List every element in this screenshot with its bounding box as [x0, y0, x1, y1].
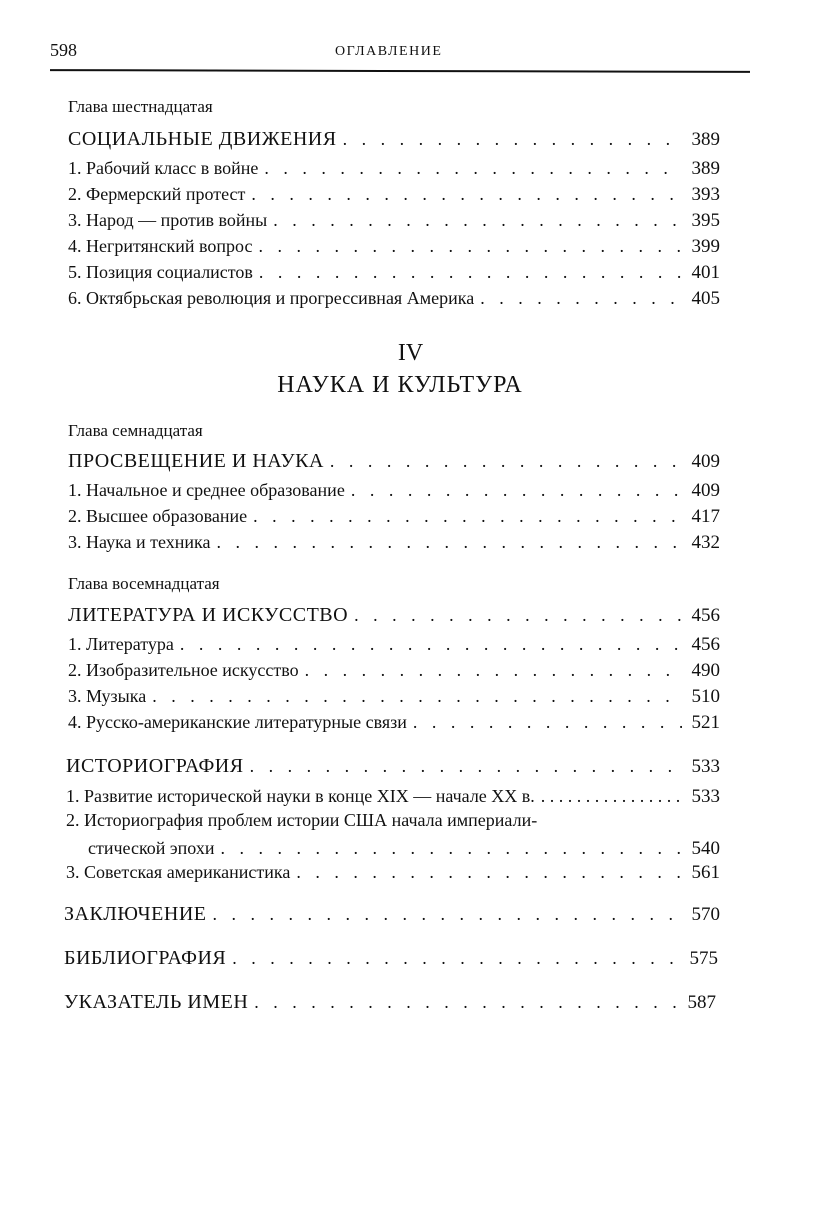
- toc-entry[interactable]: [68, 634, 720, 656]
- dot-leader: [296, 862, 682, 883]
- toc-entry[interactable]: [88, 838, 720, 860]
- toc-entry[interactable]: [68, 236, 720, 258]
- toc-entry[interactable]: [68, 712, 720, 734]
- page-ref: 540: [691, 838, 720, 859]
- entry-text: 1. Развитие исторической науки в конце XIX — начале XX в.: [66, 786, 535, 806]
- page-ref: 432: [691, 532, 720, 553]
- page-ref: 389: [691, 158, 720, 179]
- chapter-title: ЛИТЕРАТУРА И ИСКУССТВО: [68, 604, 349, 626]
- entry-text: 2. Изобразительное искусство: [68, 660, 299, 680]
- page-ref: 521: [691, 712, 720, 733]
- page-ref: 490: [691, 660, 720, 681]
- page-ref: 456: [691, 605, 720, 626]
- toc-entry[interactable]: [68, 686, 720, 708]
- toc-entry[interactable]: [68, 532, 720, 554]
- page-ref: 401: [691, 262, 720, 283]
- entry-text: 3. Музыка: [68, 686, 147, 706]
- chapter-label: Глава шестнадцатая: [68, 97, 213, 116]
- dot-leader: [250, 756, 682, 777]
- chapter-title: ПРОСВЕЩЕНИЕ И НАУКА: [68, 450, 324, 472]
- chapter-label: Глава восемнадцатая: [68, 574, 220, 593]
- section-title-entry[interactable]: [64, 947, 718, 970]
- chapter-title: СОЦИАЛЬНЫЕ ДВИЖЕНИЯ: [68, 128, 337, 150]
- page-ref: 389: [691, 129, 720, 150]
- dot-leader: [351, 480, 682, 501]
- entry-text: 2. Высшее образование: [68, 506, 248, 526]
- dot-leader: [273, 210, 682, 231]
- dot-leader: [259, 262, 682, 283]
- dot-leader: [152, 686, 682, 707]
- entry-text: 5. Позиция социалистов: [68, 262, 253, 282]
- section-title: ИСТОРИОГРАФИЯ: [66, 755, 244, 777]
- dot-leader: [180, 634, 682, 655]
- page-ref: 575: [689, 948, 718, 969]
- section-title-entry[interactable]: [64, 991, 716, 1014]
- section-title: ЗАКЛЮЧЕНИЕ: [64, 903, 207, 925]
- entry-text: 3. Народ — против войны: [68, 210, 268, 230]
- section-title: УКАЗАТЕЛЬ ИМЕН: [64, 991, 249, 1013]
- entry-text: 3. Советская американистика: [66, 862, 291, 882]
- page-ref: 409: [691, 451, 720, 472]
- section-title: БИБЛИОГРАФИЯ: [64, 947, 227, 969]
- section-title-entry[interactable]: [64, 903, 720, 926]
- dot-leader: [480, 288, 682, 309]
- page-number: 598: [50, 40, 77, 60]
- dot-leader: [354, 605, 682, 626]
- page-ref: 417: [691, 506, 720, 527]
- toc-entry[interactable]: [68, 184, 720, 206]
- dot-leader: [212, 904, 682, 925]
- dot-leader: [251, 184, 682, 205]
- dot-leader: [330, 451, 682, 472]
- page-ref: 587: [687, 992, 716, 1013]
- page-ref: 533: [691, 756, 720, 777]
- entry-text: 1. Начальное и среднее образование: [68, 480, 345, 500]
- spacer: [541, 786, 682, 807]
- chapter-title-entry[interactable]: [68, 128, 720, 151]
- entry-text: 1. Литература: [68, 634, 174, 654]
- page-ref: 456: [691, 634, 720, 655]
- chapter-title-entry[interactable]: [68, 604, 720, 627]
- dot-leader: [254, 992, 678, 1013]
- toc-entry[interactable]: [68, 480, 720, 502]
- page-ref: 570: [691, 904, 720, 925]
- page-ref: 510: [691, 686, 720, 707]
- entry-text: 2. Фермерский протест: [68, 184, 246, 204]
- running-head: [0, 40, 821, 70]
- entry-text: 1. Рабочий класс в войне: [68, 158, 259, 178]
- entry-text: 4. Русско-американские литературные связи: [68, 712, 407, 732]
- dot-leader: [343, 129, 682, 150]
- entry-text: 3. Наука и техника: [68, 532, 211, 552]
- dot-leader: [253, 506, 682, 527]
- entry-text: стической эпохи: [88, 838, 215, 858]
- page-ref: 395: [691, 210, 720, 231]
- entry-text-line1: 2. Историография проблем истории США начала империали-: [66, 810, 538, 830]
- entry-text: 6. Октябрьская революция и прогрессивная Америка: [68, 288, 475, 308]
- toc-entry[interactable]: [68, 288, 720, 310]
- dot-leader: [413, 712, 682, 733]
- part-title: НАУКА И КУЛЬТУРА: [277, 372, 523, 398]
- toc-entry[interactable]: [68, 506, 720, 528]
- entry-text: 4. Негритянский вопрос: [68, 236, 253, 256]
- dot-leader: [232, 948, 680, 969]
- dot-leader: [305, 660, 682, 681]
- chapter-label: Глава семнадцатая: [68, 421, 203, 440]
- toc-entry[interactable]: [68, 210, 720, 232]
- section-title-entry[interactable]: [66, 755, 720, 778]
- toc-entry[interactable]: [68, 262, 720, 284]
- dot-leader: [264, 158, 682, 179]
- dot-leader: [217, 532, 682, 553]
- chapter-title-entry[interactable]: [68, 450, 720, 473]
- toc-entry[interactable]: [66, 862, 720, 884]
- page-ref: 405: [691, 288, 720, 309]
- page-ref: 393: [691, 184, 720, 205]
- page-ref: 533: [691, 786, 720, 807]
- part-number: IV: [397, 340, 424, 366]
- page-ref: 409: [691, 480, 720, 501]
- page-ref: 561: [691, 862, 720, 883]
- toc-entry[interactable]: [66, 786, 720, 808]
- toc-entry[interactable]: [68, 158, 720, 180]
- dot-leader: [220, 838, 682, 859]
- toc-entry[interactable]: [68, 660, 720, 682]
- running-title: ОГЛАВЛЕНИЕ: [335, 44, 443, 59]
- page-ref: 399: [691, 236, 720, 257]
- dot-leader: [259, 236, 683, 257]
- header-rule: [50, 69, 750, 73]
